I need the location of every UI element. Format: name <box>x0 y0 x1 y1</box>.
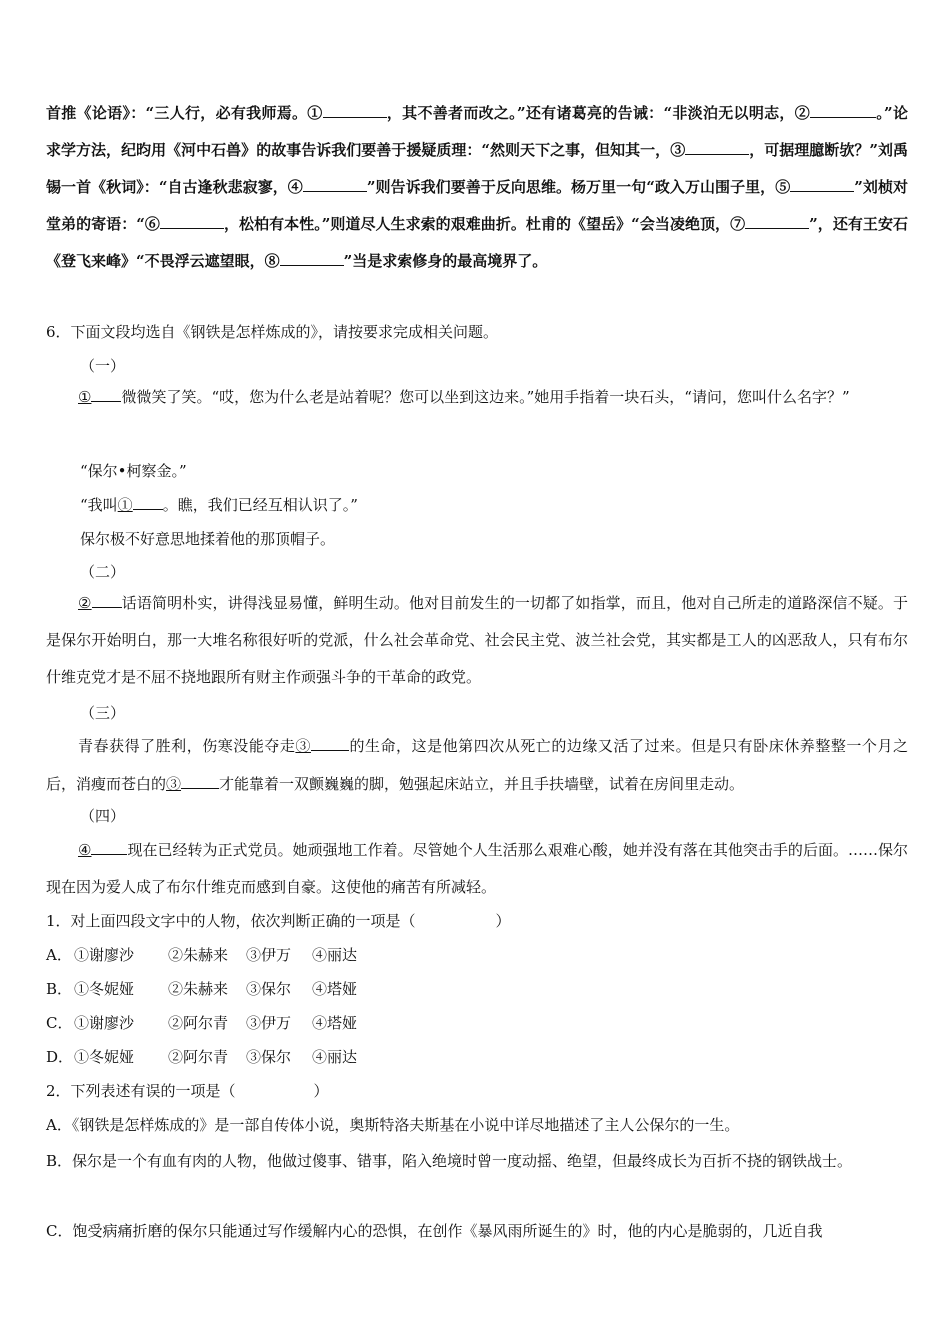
blank-s3a[interactable] <box>311 736 349 751</box>
section-2-text: 话语简明朴实，讲得浅显易懂，鲜明生动。他对目前发生的一切都了如指掌，而且，他对自己所走的道路深信不疑。于是保尔开始明白，那一大堆名称很好听的党派，什么社会革命党、社会民主党、波兰社会党，其实都是工人的凶恶敌人，只有布尔什维克党才是不屈不挠地跟所有财主作顽强斗争的干革命的政党。 <box>46 594 908 686</box>
intro-paragraph <box>46 95 908 280</box>
section-3-paragraph <box>46 727 908 803</box>
intro-text-6: ”刘桢对堂弟的寄语：“⑥ <box>46 178 908 233</box>
section-1-line-3: “保尔•柯察金。” <box>80 462 187 480</box>
sub-q2-option-b[interactable]: B．保尔是一个有血有肉的人物，他做过傻事、错事，陷入绝境时曾一度动摇、绝望，但最终成长为百折不挠的钢铁战士。 <box>46 1152 853 1170</box>
sub-q1-option-a[interactable]: A． ①谢廖沙 ②朱赫来 ③伊万 ④丽达 <box>46 946 358 964</box>
section-3-text-b: 的生命，这是他第四次从死亡的边缘又活了过来。但是只有卧床休养整整一个月之后，消瘦而苍白的 <box>46 737 908 793</box>
mark-4: ④ <box>78 841 92 859</box>
mark-3b: ③ <box>166 775 182 793</box>
mark-1: ① <box>78 388 92 406</box>
section-1-line-5: 保尔极不好意思地揉着他的那顶帽子。 <box>80 530 336 548</box>
intro-text-4: ，可据理臆断欤？”刘禹锡一首《秋词》：“自古逢秋悲寂寥，④ <box>46 141 908 196</box>
blank-8[interactable] <box>280 251 344 266</box>
sub-q1-option-b[interactable]: B． ①冬妮娅 ②朱赫来 ③保尔 ④塔娅 <box>46 980 358 998</box>
section-2-title: （二） <box>80 563 126 581</box>
section-2-paragraph <box>46 585 908 696</box>
intro-text-8: ”，还有王安石《登飞来峰》“不畏浮云遮望眼，⑧ <box>46 215 908 270</box>
intro-text-2: ，其不善者而改之。”还有诸葛亮的告诫：“非淡泊无以明志，② <box>386 104 810 122</box>
blank-6[interactable] <box>160 214 224 229</box>
section-3-text-c: 才能靠着一双颤巍巍的脚，勉强起床站立，并且手扶墙壁，试着在房间里走动。 <box>219 775 745 793</box>
sub-q2-option-c[interactable]: C．饱受病痛折磨的保尔只能通过写作缓解内心的恐惧，在创作《暴风雨所诞生的》时，他的内心是脆弱的，几近自我 <box>46 1222 823 1240</box>
blank-4[interactable] <box>303 177 367 192</box>
intro-text-3: 。”论求学方法，纪昀用《河中石兽》的故事告诉我们要善于援疑质理：“然则天下之事，但知其一，③ <box>46 104 908 159</box>
section-1-line-4 <box>80 495 358 515</box>
sub-q2-stem-text: 2．下列表述有误的一项是（ <box>46 1082 236 1100</box>
mark-2: ② <box>78 594 92 612</box>
sub-q1-stem-text: 1．对上面四段文字中的人物，依次判断正确的一项是（ <box>46 912 416 930</box>
intro-text-5: ”则告诉我们要善于反向思维。杨万里一句“政入万山围子里，⑤ <box>366 178 791 196</box>
section-1-title: （一） <box>80 357 126 375</box>
section-1-text: 微微笑了笑。“哎，您为什么老是站着呢？您可以坐到这边来。”她用手指着一块石头，“请问，您叫什么名字？” <box>121 388 850 406</box>
sub-q2-option-a[interactable]: A．《钢铁是怎样炼成的》是一部自传体小说，奥斯特洛夫斯基在小说中详尽地描述了主人公保尔的一生。 <box>46 1116 740 1134</box>
sub-question-2-stem <box>46 1081 329 1101</box>
blank-2[interactable] <box>810 103 876 118</box>
blank-1[interactable] <box>323 103 387 118</box>
blank-s2[interactable] <box>92 593 122 608</box>
blank-s4[interactable] <box>91 840 127 855</box>
section-3-text-a: 青春获得了胜利，伤寒没能夺走 <box>78 737 296 755</box>
sub-q1-option-d[interactable]: D．①冬妮娅 ②阿尔青 ③保尔 ④丽达 <box>46 1048 358 1066</box>
mark-1b: ① <box>117 496 133 514</box>
mark-3a: ③ <box>295 737 311 755</box>
section-1-paragraph <box>46 379 908 415</box>
blank-s1[interactable] <box>91 387 121 402</box>
section-4-text: 现在已经转为正式党员。她顽强地工作着。尽管她个人生活那么艰难心酸，她并没有落在其他突击手的后面。……保尔现在因为爱人成了布尔什维克而感到自豪。这使他的痛苦有所减轻。 <box>46 841 908 896</box>
blank-3[interactable] <box>685 140 749 155</box>
line4-text-b: 。瞧，我们已经互相认识了。” <box>162 496 358 514</box>
section-4-paragraph <box>46 832 908 906</box>
section-4-title: （四） <box>80 807 126 825</box>
sub-question-1-stem <box>46 911 511 931</box>
intro-text-7: ，松柏有本性。”则道尽人生求索的艰难曲折。杜甫的《望岳》“会当凌绝顶，⑦ <box>223 215 746 233</box>
blank-7[interactable] <box>745 214 809 229</box>
blank-5[interactable] <box>790 177 854 192</box>
sub-q2-close: ） <box>313 1082 329 1100</box>
blank-s1b[interactable] <box>133 495 163 510</box>
question-6-stem: 6．下面文段均选自《钢铁是怎样炼成的》，请按要求完成相关问题。 <box>46 323 499 341</box>
intro-text-9: ”当是求索修身的最高境界了。 <box>343 252 548 270</box>
section-3-title: （三） <box>80 704 126 722</box>
blank-s3b[interactable] <box>181 774 219 789</box>
intro-text-1: 首推《论语》：“三人行，必有我师焉。① <box>46 104 323 122</box>
sub-q1-option-c[interactable]: C． ①谢廖沙 ②阿尔青 ③伊万 ④塔娅 <box>46 1014 358 1032</box>
sub-q1-close: ） <box>495 912 511 930</box>
line4-text-a: “我叫 <box>80 496 118 514</box>
